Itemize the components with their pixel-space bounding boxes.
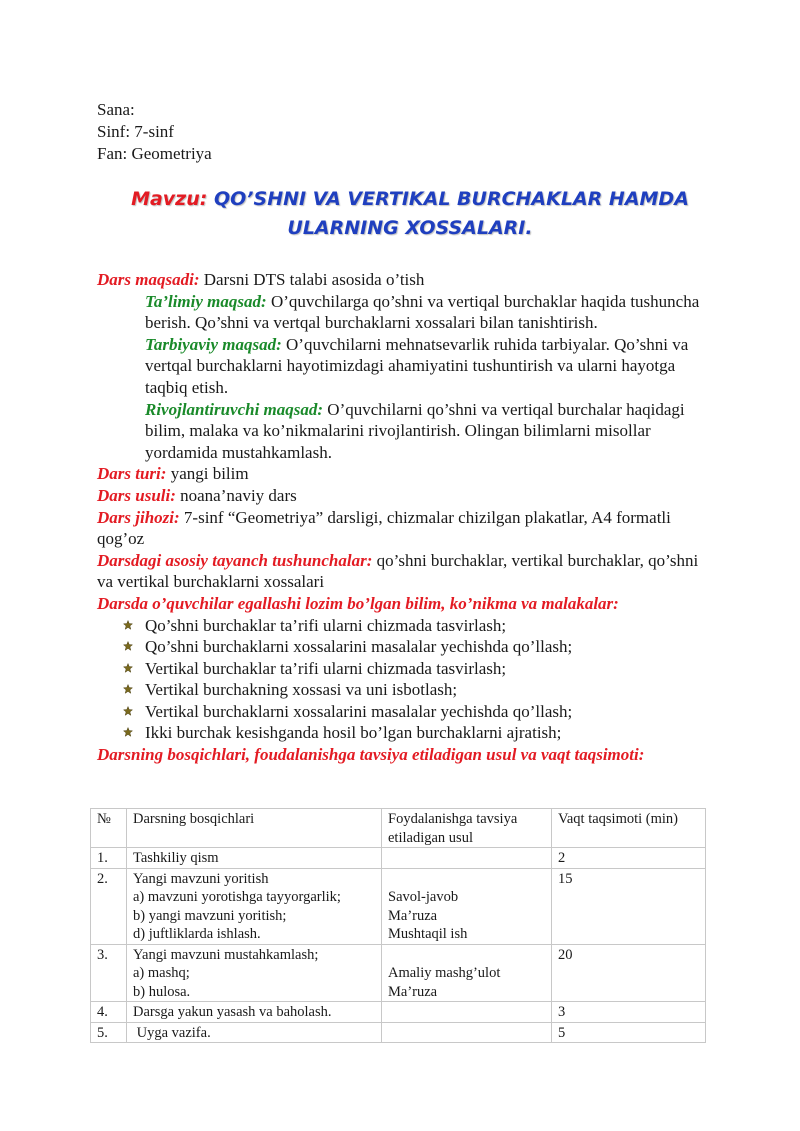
upbringing-goal: [97, 334, 717, 399]
skills-list: [97, 615, 717, 745]
lesson-meta: [97, 99, 212, 165]
educational-goal-label: Ta’limiy maqsad:: [145, 291, 267, 311]
row-stage: Uyga vazifa.: [127, 1022, 382, 1043]
column-header-method: Foydalanishga tavsiya etiladigan usul: [382, 809, 552, 848]
star-bullet-icon: [123, 641, 133, 651]
row-method: [382, 1022, 552, 1043]
stages-heading: Darsning bosqichlari, foudalanishga tavsiya etiladigan usul va vaqt taqsimoti:: [97, 745, 645, 765]
star-bullet-icon: [123, 684, 133, 694]
title-line-1: QO’SHNI VA VERTIKAL BURCHAKLAR HAMDA: [213, 188, 689, 210]
developmental-goal-label: Rivojlantiruvchi maqsad:: [145, 399, 324, 419]
lesson-equipment-text: 7-sinf “Geometriya” darsligi, chizmalar chizilgan plakatlar, A4 formatli qog’oz: [97, 507, 671, 549]
row-stage: Yangi mavzuni yoritish a) mavzuni yorotishga tayyorgarlik; b) yangi mavzuni yoritish; d) juftliklarda ishlash.: [127, 868, 382, 944]
lesson-method-text: noana’naviy dars: [175, 485, 297, 505]
row-number: 4.: [91, 1002, 127, 1023]
educational-goal-text: O’quvchilarga qo’shni va vertiqal burchaklar haqida tushuncha berish. Qo’shni va vertqal burchaklarni xossalari bilan tanishtirish.: [145, 291, 700, 333]
lesson-equipment-label: Dars jihozi:: [97, 507, 180, 527]
row-time: 2: [552, 848, 706, 869]
lesson-type-text: yangi bilim: [166, 464, 249, 484]
developmental-goal: [97, 399, 717, 464]
lesson-title: [100, 185, 720, 243]
row-time: 15: [552, 868, 706, 944]
row-stage: Yangi mavzuni mustahkamlash; a) mashq; b) hulosa.: [127, 944, 382, 1002]
row-method: Amaliy mashg’ulot Ma’ruza: [382, 944, 552, 1002]
table-row: [91, 944, 706, 1002]
developmental-goal-text: O’quvchilarni qo’shni va vertiqal burchalar haqidagi bilim, malaka va ko’nikmalarini rivojlantirish. Olingan bilimlarni misollar yordamida mustahkamlash.: [145, 399, 685, 462]
class-line: Sinf: 7-sinf: [97, 122, 174, 141]
row-time: 3: [552, 1002, 706, 1023]
row-method: Savol-javob Ma’ruza Mushtaqil ish: [382, 868, 552, 944]
list-item: Vertikal burchaklarni xossalarini masalalar yechishda qo’llash;: [121, 701, 717, 723]
row-method: [382, 848, 552, 869]
goal-paragraph: [97, 269, 717, 291]
row-number: 5.: [91, 1022, 127, 1043]
star-bullet-icon: [123, 620, 133, 630]
educational-goal: [97, 291, 717, 334]
list-item: Qo’shni burchaklarni xossalarini masalalar yechishda qo’llash;: [121, 636, 717, 658]
list-item: Vertikal burchakning xossasi va uni isbotlash;: [121, 679, 717, 701]
row-time: 20: [552, 944, 706, 1002]
list-item: Ikki burchak kesishganda hosil bo’lgan burchaklarni ajratish;: [121, 722, 717, 744]
lesson-method: [97, 485, 717, 507]
table-row: [91, 868, 706, 944]
table-row: [91, 1022, 706, 1043]
upbringing-goal-text: O’quvchilarni mehnatsevarlik ruhida tarbiyalar. Qo’shni va vertqal burchaklarni hayotimizdagi ahamiyatini tushuntirish va ularni hayotga taqbiq etish.: [145, 334, 689, 397]
title-line-2: ULARNING XOSSALARI.: [287, 217, 533, 239]
lesson-stages-table: [90, 808, 706, 1043]
column-header-number: №: [91, 809, 127, 848]
key-concepts-text: qo’shni burchaklar, vertikal burchaklar, qo’shni va vertikal burchaklarni xossalari: [97, 550, 699, 592]
row-method: [382, 1002, 552, 1023]
key-concepts-label: Darsdagi asosiy tayanch tushunchalar:: [97, 550, 373, 570]
lesson-type: [97, 463, 717, 485]
lesson-method-label: Dars usuli:: [97, 485, 176, 505]
star-bullet-icon: [123, 727, 133, 737]
goal-label: Dars maqsadi:: [97, 270, 200, 289]
key-concepts: [97, 550, 717, 593]
row-number: 3.: [91, 944, 127, 1002]
skills-heading: Darsda o’quvchilar egallashi lozim bo’lgan bilim, ko’nikma va malakalar:: [97, 593, 619, 613]
table-header-row: [91, 809, 706, 848]
upbringing-goal-label: Tarbiyaviy maqsad:: [145, 334, 282, 354]
row-stage: Tashkiliy qism: [127, 848, 382, 869]
table-row: [91, 1002, 706, 1023]
row-number: 1.: [91, 848, 127, 869]
column-header-time: Vaqt taqsimoti (min): [552, 809, 706, 848]
row-stage: Darsga yakun yasash va baholash.: [127, 1002, 382, 1023]
row-number: 2.: [91, 868, 127, 944]
column-header-stage: Darsning bosqichlari: [127, 809, 382, 848]
star-bullet-icon: [123, 706, 133, 716]
date-line: Sana:: [97, 100, 135, 119]
row-time: 5: [552, 1022, 706, 1043]
subject-line: Fan: Geometriya: [97, 144, 212, 163]
lesson-body: [97, 269, 717, 766]
title-label: Mavzu:: [131, 188, 208, 210]
list-item: Qo’shni burchaklar ta’rifi ularni chizmada tasvirlash;: [121, 615, 717, 637]
lesson-equipment: [97, 507, 717, 550]
star-bullet-icon: [123, 663, 133, 673]
lesson-type-label: Dars turi:: [97, 464, 167, 484]
goal-text: Darsni DTS talabi asosida o’tish: [199, 270, 425, 289]
table-row: [91, 848, 706, 869]
list-item: Vertikal burchaklar ta’rifi ularni chizmada tasvirlash;: [121, 658, 717, 680]
